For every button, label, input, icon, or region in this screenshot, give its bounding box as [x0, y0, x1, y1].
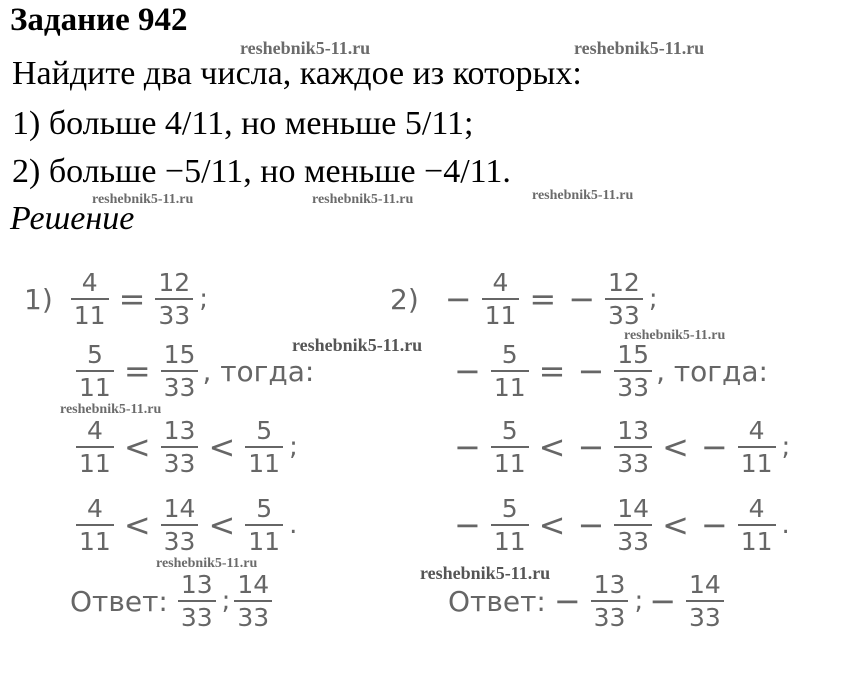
fraction: $\frac{12}{33}$: [155, 270, 193, 328]
part2-label: 2): [390, 282, 419, 316]
task-item-2: 2) больше −5/11, но меньше −4/11.: [12, 153, 511, 190]
fraction: $\frac{5}{11}$: [245, 418, 283, 476]
watermark: reshebnik5-11.ru: [292, 335, 423, 355]
fraction: $\frac{4}{11}$: [71, 270, 109, 328]
fraction: $\frac{4}{11}$: [482, 270, 520, 328]
part1-row-1: 1) $\frac{4}{11}$ = $\frac{12}{33}$ ;: [24, 268, 208, 330]
watermark: reshebnik5-11.ru: [624, 328, 726, 343]
task-statement: Найдите два числа, каждое из которых:: [12, 55, 582, 92]
part2-row-1: 2) − $\frac{4}{11}$ = − $\frac{12}{33}$ ;: [390, 268, 658, 330]
watermark: reshebnik5-11.ru: [532, 188, 634, 203]
task-item-1: 1) больше 4/11, но меньше 5/11;: [12, 105, 474, 142]
fraction: $\frac{15}{33}$: [614, 342, 652, 400]
watermark: reshebnik5-11.ru: [60, 402, 162, 417]
fraction: $\frac{13}{33}$: [178, 572, 216, 630]
fraction: $\frac{4}{11}$: [738, 418, 776, 476]
fraction: $\frac{5}{11}$: [245, 496, 283, 554]
fraction: $\frac{4}{11}$: [738, 496, 776, 554]
fraction: $\frac{14}{33}$: [234, 572, 272, 630]
part2-row-2: − $\frac{5}{11}$ = − $\frac{15}{33}$ , тогда:: [454, 340, 768, 402]
fraction: $\frac{14}{33}$: [614, 496, 652, 554]
fraction: $\frac{5}{11}$: [491, 418, 529, 476]
part2-row-3: − $\frac{5}{11}$ < − $\frac{13}{33}$ < − $\frac{4}{11}$ ;: [454, 416, 791, 478]
answer-label: Ответ:: [448, 584, 546, 618]
part1-row-4: $\frac{4}{11}$ < $\frac{14}{33}$ < $\frac{5}{11}$ .: [72, 496, 297, 554]
part1-row-2: $\frac{5}{11}$ = $\frac{15}{33}$ , тогда:: [72, 342, 314, 400]
fraction: $\frac{5}{11}$: [76, 342, 114, 400]
fraction: $\frac{4}{11}$: [76, 496, 114, 554]
watermark: reshebnik5-11.ru: [574, 38, 705, 58]
solution-heading: Решение: [10, 200, 135, 237]
part1-label: 1): [24, 282, 53, 316]
watermark: reshebnik5-11.ru: [156, 556, 258, 571]
fraction: $\frac{4}{11}$: [76, 418, 114, 476]
fraction: $\frac{13}{33}$: [161, 418, 199, 476]
part2-answer: Ответ: − $\frac{13}{33}$ ; − $\frac{14}{33}$: [448, 572, 728, 630]
part1-answer: Ответ: $\frac{13}{33}$ ; $\frac{14}{33}$: [70, 572, 276, 630]
answer-label: Ответ:: [70, 584, 168, 618]
fraction: $\frac{14}{33}$: [161, 496, 199, 554]
fraction: $\frac{15}{33}$: [161, 342, 199, 400]
watermark: reshebnik5-11.ru: [92, 192, 194, 207]
part2-row-4: − $\frac{5}{11}$ < − $\frac{14}{33}$ < − $\frac{4}{11}$ .: [454, 494, 790, 556]
fraction: $\frac{12}{33}$: [605, 270, 643, 328]
task-title: Задание 942: [10, 2, 188, 38]
fraction: $\frac{14}{33}$: [686, 572, 724, 630]
fraction: $\frac{13}{33}$: [591, 572, 629, 630]
watermark: reshebnik5-11.ru: [240, 38, 371, 58]
watermark: reshebnik5-11.ru: [420, 563, 551, 583]
fraction: $\frac{5}{11}$: [491, 496, 529, 554]
fraction: $\frac{5}{11}$: [491, 342, 529, 400]
watermark: reshebnik5-11.ru: [312, 192, 414, 207]
part1-row-3: $\frac{4}{11}$ < $\frac{13}{33}$ < $\frac{5}{11}$ ;: [72, 418, 298, 476]
fraction: $\frac{13}{33}$: [614, 418, 652, 476]
